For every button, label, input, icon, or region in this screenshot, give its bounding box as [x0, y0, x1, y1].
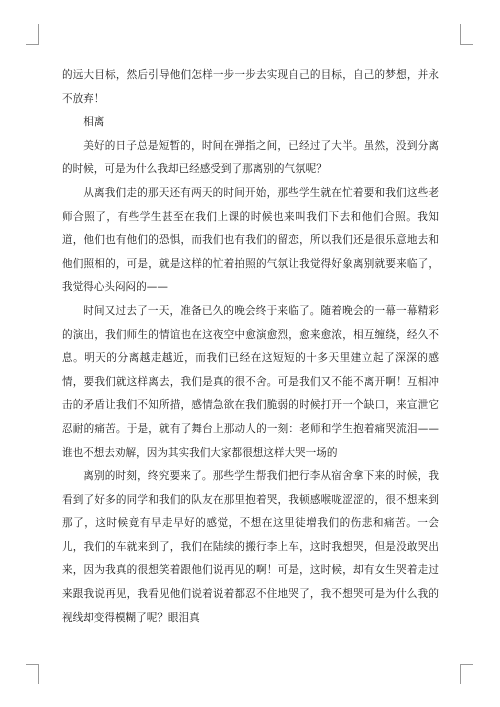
paragraph: 美好的日子总是短暂的，时间在弹指之间，已经过了大半。虽然，没到分离的时候，可是为什么我却已经感受到了那离别的气氛呢？	[62, 139, 439, 176]
paragraph-continued: 的远大目标，然后引导他们怎样一步一步去实现自己的目标，自己的梦想，并永不放弃！	[62, 69, 439, 105]
paragraph: 时间又过去了一天，准备已久的晚会终于来临了。随着晚会的一幕一幕精彩的演出，我们师生的情谊也在这夜空中愈演愈烈，愈来愈浓，相互缠绕，经久不息。明天的分离越走越近，而我们已经在这短短的十多天里建立起了深深的感情，要我们就这样离去，我们是真的很不舍。可是我们又不能不离开啊！互相冲击的矛盾让我们不知所措，感情急欲在我们脆弱的时候打开一个缺口，来宣泄它忍耐的痛苦。于是，就有了舞台上那动人的一刻：老师和学生抱着痛哭流泪——谁也不想去劝解，因为其实我们大家都很想这样大哭一场的	[62, 304, 439, 459]
section-heading: 相离	[83, 116, 105, 129]
paragraph: 从离我们走的那天还有两天的时间开始，那些学生就在忙着要和我们这些老师合照了，有些学生甚至在我们上课的时候也来叫我们下去和他们合照。我知道，他们也有他们的恐惧，而我们也有我们的留恋，所以我们还是很乐意地去和他们照相的，可是，就是这样的忙着拍照的气氛让我觉得好象离别就要来临了，我觉得心头闷闷的——	[62, 186, 439, 294]
paragraph: 离别的时刻，终究要来了。那些学生帮我们把行李从宿舍拿下来的时候，我看到了好多的同学和我们的队友在那里抱着哭，我顿感喉咙涩涩的，很不想来到那了，这时候竟有早走早好的感觉，不想在这里徒增我们的伤悲和痛苦。一会儿，我们的车就来到了，我们在陆续的搬行李上车，这时我想哭，但是没敢哭出来，因为我真的很想笑着跟他们说再见的啊！可是，这时候，却有女生哭着走过来跟我说再见，我看见他们说着说着都忍不住地哭了，我不想哭可是为什么我的视线却变得模糊了呢？眼泪真	[62, 470, 439, 624]
document-body	[62, 64, 439, 630]
